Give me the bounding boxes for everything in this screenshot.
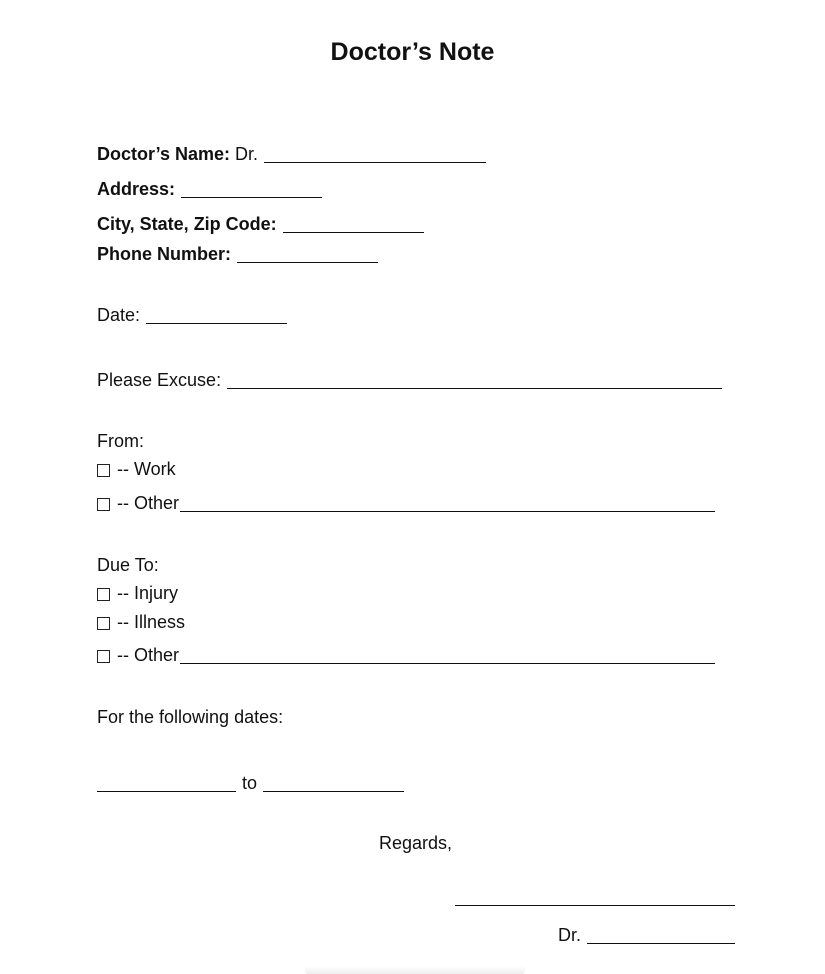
due-to-other-checkbox[interactable] [97,650,110,663]
option-separator: -- [117,612,129,632]
illness-checkbox[interactable] [97,617,110,630]
due-to-option-injury [97,582,178,604]
please-excuse-label: Please Excuse: [97,370,222,390]
due-to-other-blank[interactable] [180,647,715,664]
option-separator: -- [117,645,129,665]
due-to-label: Due To: [97,555,159,575]
closing-text: Regards, [379,833,453,853]
address-label: Address: [97,179,176,199]
doctor-name-prefix: Dr. [235,144,259,164]
following-dates-label: For the following dates: [97,707,284,727]
phone-number-field [97,243,378,265]
due-to-other-option-label: Other [134,645,180,665]
address-blank[interactable] [181,181,322,198]
city-state-zip-label: City, State, Zip Code: [97,214,277,234]
option-separator: -- [117,493,129,513]
end-date-blank[interactable] [263,775,404,792]
date-label: Date: [97,305,141,325]
from-other-blank[interactable] [180,495,715,512]
option-separator: -- [117,459,129,479]
phone-number-blank[interactable] [237,246,378,263]
from-label: From: [97,431,144,451]
date-blank[interactable] [146,307,287,324]
due-to-option-other [97,644,715,666]
date-range-connector: to [242,773,258,793]
due-to-option-illness [97,611,185,633]
start-date-blank[interactable] [97,775,236,792]
please-excuse-field [97,369,722,391]
date-field [97,304,287,326]
signature-line[interactable] [455,905,735,906]
signature-name-field [558,924,735,946]
date-range-field [97,772,404,794]
phone-number-label: Phone Number: [97,244,232,264]
doctor-name-label: Doctor’s Name: [97,144,231,164]
city-state-zip-blank[interactable] [283,216,424,233]
document-title: Doctor’s Note [330,38,495,66]
please-excuse-blank[interactable] [227,372,722,389]
signature-name-blank[interactable] [587,927,735,944]
from-option-other [97,492,715,514]
illness-option-label: Illness [134,612,186,632]
doctor-name-blank[interactable] [264,146,486,163]
option-separator: -- [117,583,129,603]
from-other-checkbox[interactable] [97,498,110,511]
doctor-name-field [97,143,486,165]
address-field [97,178,322,200]
city-state-zip-field [97,213,424,235]
signature-prefix: Dr. [558,925,582,945]
from-other-option-label: Other [134,493,180,513]
from-option-work [97,458,176,480]
injury-checkbox[interactable] [97,588,110,601]
page-edge-shadow [305,966,525,974]
injury-option-label: Injury [134,583,179,603]
work-option-label: Work [134,459,176,479]
work-checkbox[interactable] [97,464,110,477]
